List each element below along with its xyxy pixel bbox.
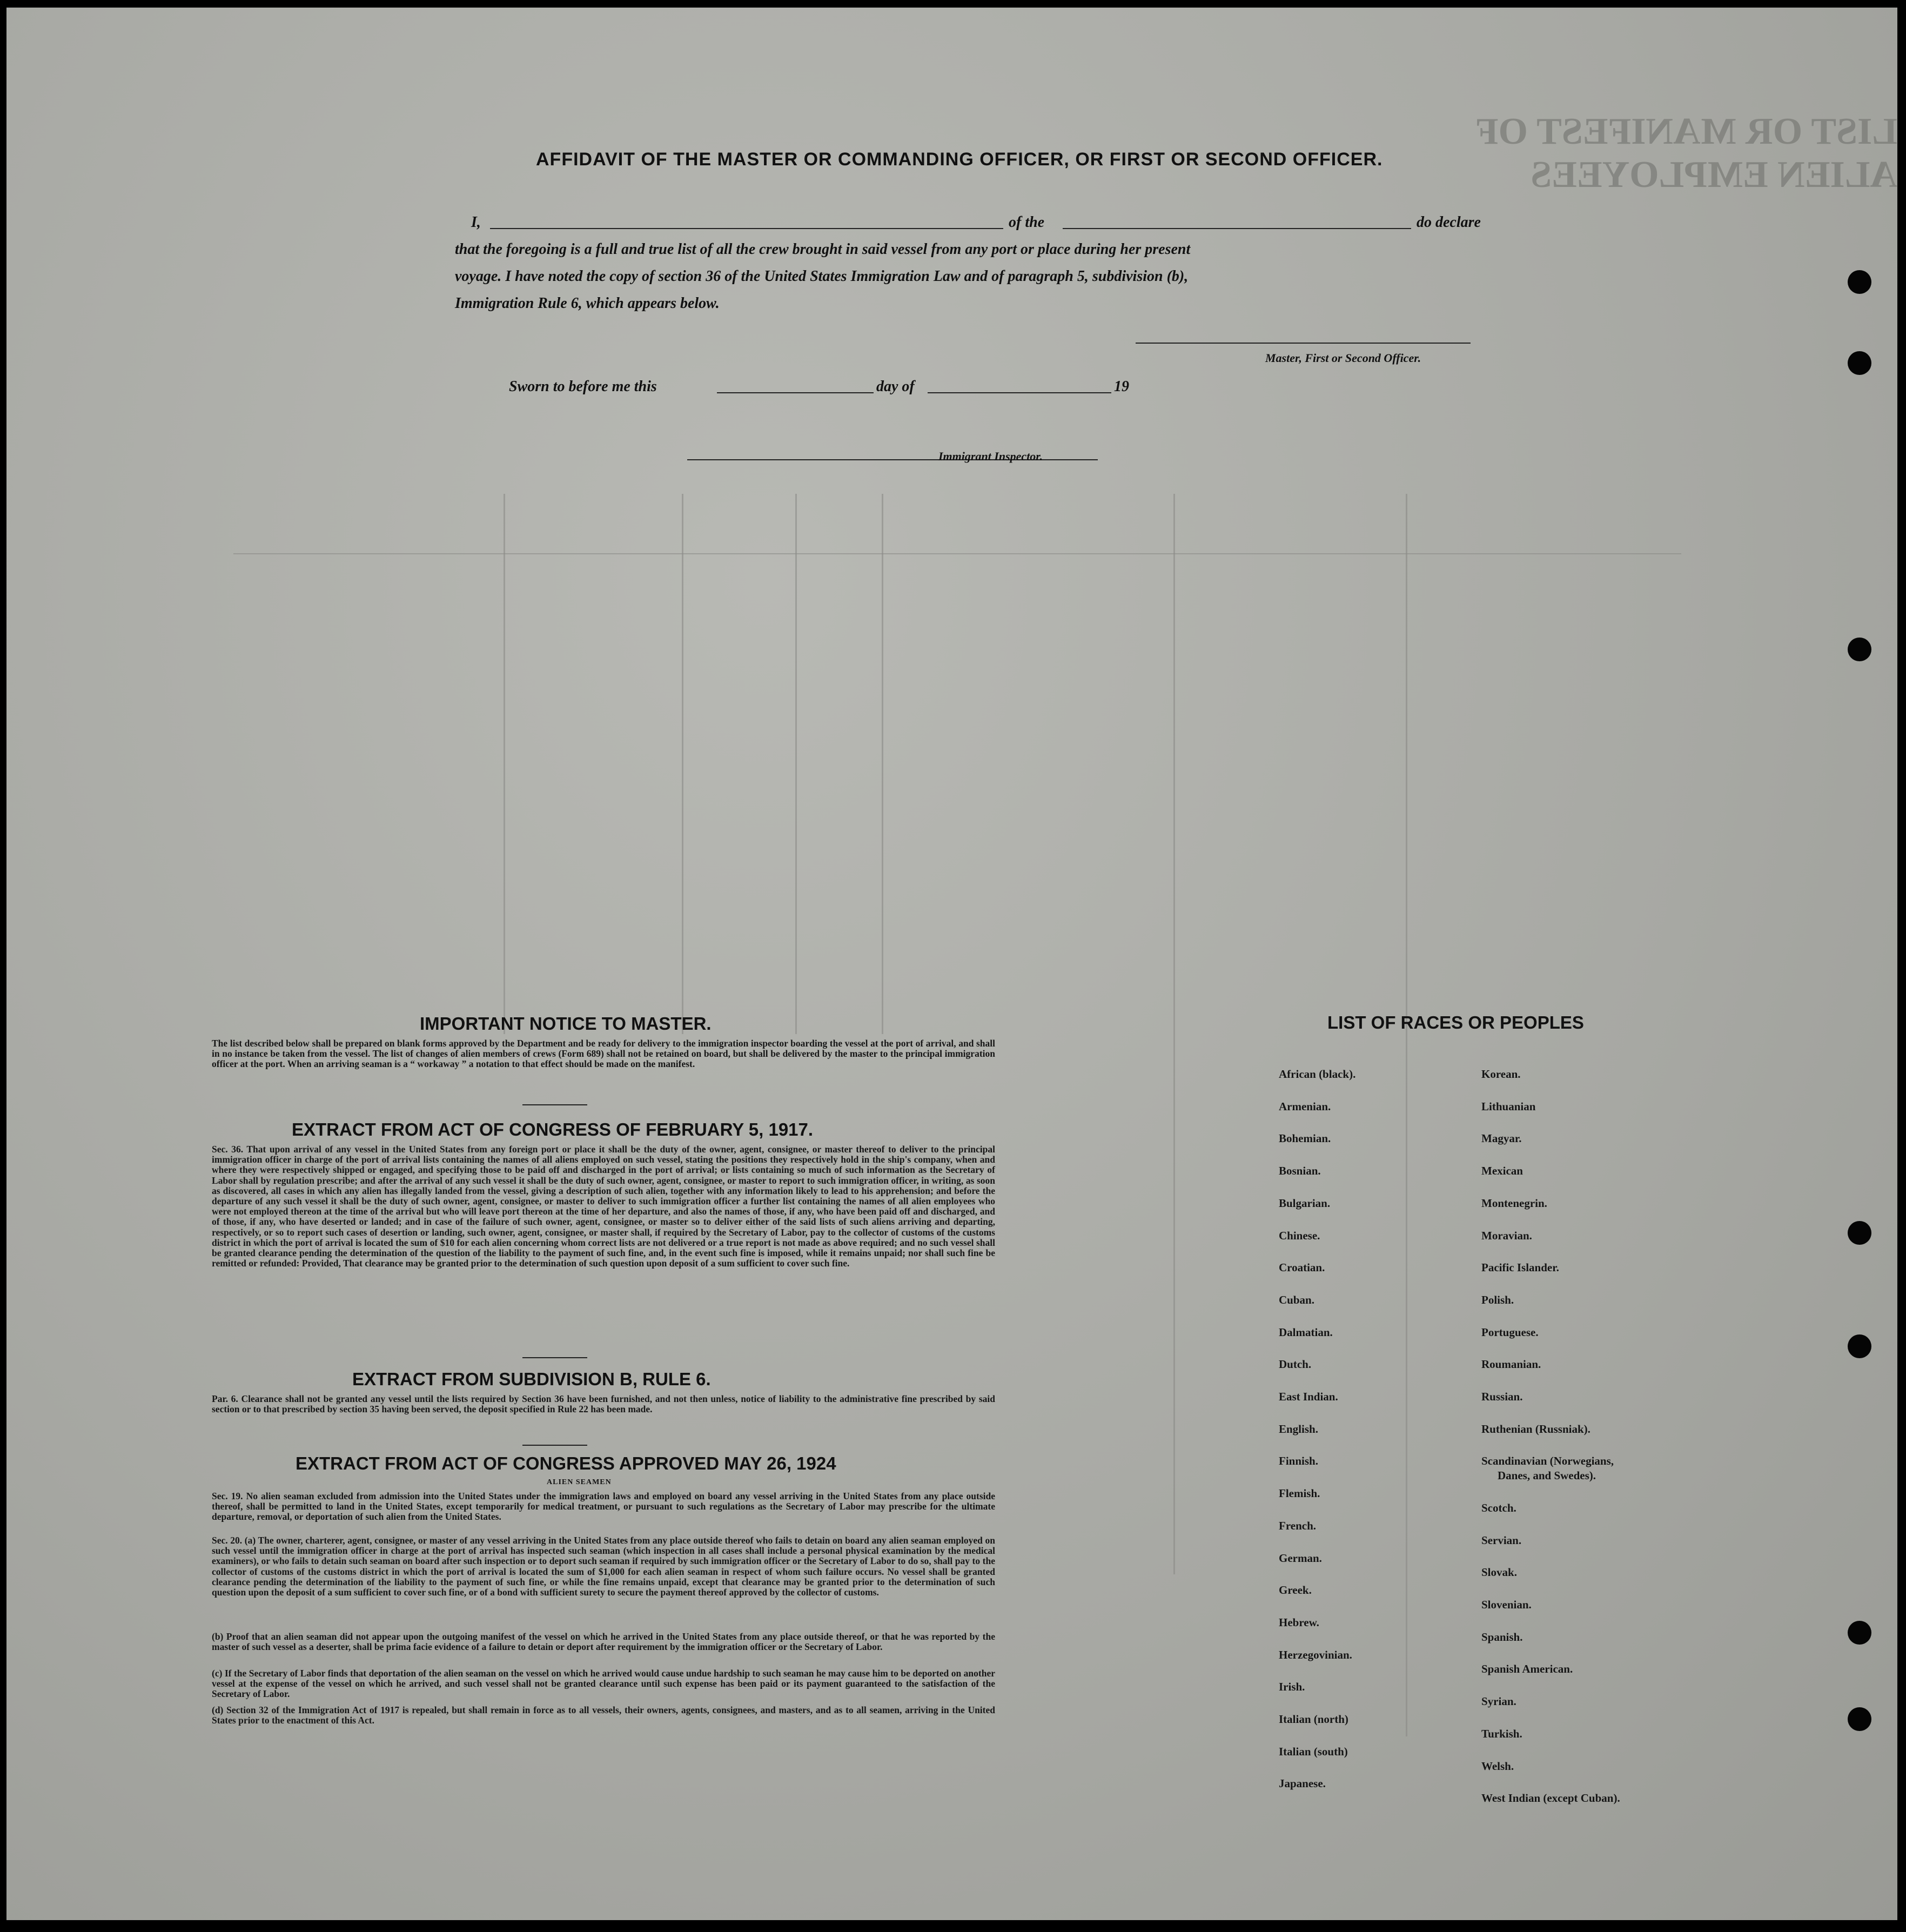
race-item: Bulgarian. [1279, 1196, 1331, 1210]
race-item: West Indian (except Cuban). [1481, 1792, 1620, 1805]
race-item: Spanish American. [1481, 1662, 1573, 1676]
affidavit-line3: voyage. I have noted the copy of section 36 of the United States Immigration Law and of paragraph 5, subdivision (b), [455, 268, 1189, 285]
race-item: East Indian. [1279, 1390, 1338, 1403]
affidavit-title: AFFIDAVIT OF THE MASTER OR COMMANDING OFFICER, OR FIRST OR SECOND OFFICER. [536, 149, 1383, 170]
binder-hole [1848, 1334, 1871, 1358]
race-item: Dutch. [1279, 1358, 1312, 1371]
bleed-through-column [1406, 494, 1407, 1736]
race-item: Pacific Islander. [1481, 1261, 1559, 1274]
extract-rule6-body: Par. 6. Clearance shall not be granted any vessel until the lists required by Section 36 have been furnished, and not then unless, notice of liability to the administrative fine prescribed by said section or to that prescribed by section 35 having been served, the deposit specified in Rule 22 has been made. [212, 1393, 995, 1415]
race-item: Greek. [1279, 1584, 1312, 1597]
race-item: Bohemian. [1279, 1132, 1331, 1145]
divider [522, 1445, 587, 1446]
race-item: Hebrew. [1279, 1615, 1319, 1629]
race-item: German. [1279, 1551, 1322, 1565]
race-item: Spanish. [1481, 1630, 1523, 1643]
race-item: Turkish. [1481, 1727, 1522, 1740]
affidavit-line1-end: do declare [1417, 214, 1481, 231]
race-item: Magyar. [1481, 1132, 1522, 1145]
affidavit-line1-start: I, [471, 214, 481, 231]
affidavit-name-blank [490, 228, 1003, 229]
binder-hole [1848, 270, 1871, 294]
race-item: African (black). [1279, 1068, 1356, 1081]
master-signature-line [1136, 343, 1471, 344]
binder-hole [1848, 351, 1871, 375]
race-item: Flemish. [1279, 1487, 1320, 1500]
race-item: Dalmatian. [1279, 1325, 1333, 1339]
race-item: Slovak. [1481, 1566, 1517, 1579]
extract-1924-sec20a: Sec. 20. (a) The owner, charterer, agent, consignee, or master of any vessel arriving in the United States from any place outside thereof who fails to detain on board any alien seaman employed on such vessel until the immigration officer in charge at the port of arrival has inspected such seaman (which inspection in all cases shall include a personal physical examination by the medical examiners), or who fails to detain such seaman on board after such inspection or to deport such seaman if required by such immigration officer or the Secretary of Labor to do so, shall pay to the collector of customs of the customs district in which the port of arrival is located the sum of $1,000 for each alien seaman in respect of whom such failure occurs. No vessel shall be granted clearance pending the determination of the liability to the payment of such fine, or while the fine remains unpaid, except that clearance may be granted prior to the determination of such question upon the deposit of a sum sufficient to cover such fine, or of a bond with sufficient surety to secure the payment thereof approved by the collector of customs. [212, 1535, 995, 1598]
race-item: Danes, and Swedes). [1498, 1469, 1596, 1482]
paper-sheet [6, 8, 1897, 1920]
race-item: Italian (south) [1279, 1745, 1348, 1758]
sworn-month-blank [928, 392, 1111, 393]
extract-1924-sec20c: (c) If the Secretary of Labor finds that deportation of the alien seaman on the vessel on which he arrived would cause undue hardship to such seaman he may cause him to be deported on another vessel at the expense of the vessel on which he arrived, and such vessel shall not be granted clearance until such expense has been paid or its payment guaranteed to the satisfaction of the Secretary of Labor. [212, 1668, 995, 1700]
race-item: Slovenian. [1481, 1598, 1532, 1612]
race-item: Italian (north) [1279, 1713, 1348, 1726]
bleed-through-heading: LIST OR MANIFEST OF ALIEN EMPLOYEES [1477, 111, 1897, 196]
race-item: English. [1279, 1422, 1318, 1435]
sworn-year: 19 [1114, 378, 1129, 395]
inspector-caption: Immigrant Inspector. [938, 450, 1043, 463]
race-item: Servian. [1481, 1533, 1522, 1547]
bleed-through-column [504, 494, 505, 1034]
race-item: Korean. [1481, 1068, 1521, 1081]
races-title: LIST OF RACES OR PEOPLES [1327, 1012, 1584, 1032]
binder-hole [1848, 1707, 1871, 1731]
race-item: Chinese. [1279, 1229, 1320, 1242]
divider [522, 1104, 587, 1105]
affidavit-line2: that the foregoing is a full and true list of all the crew brought in said vessel from any port or place during her present [455, 241, 1191, 258]
race-item: Welsh. [1481, 1759, 1514, 1773]
extract-1917-body: Sec. 36. That upon arrival of any vessel in the United States from any foreign port or place it shall be the duty of the owner, agent, consignee, or master thereof to deliver to the principal immigration officer in charge of the port of arrival lists containing the names of all aliens employed on such vessel, stating the positions they respectively hold in the ship's company, when and where they were respectively shipped or engaged, and specifying those to be paid off and discharged in the port of arrival; or lists containing so much of such information as the Secretary of Labor shall by regulation prescribe; and after the arrival of any such vessel it shall be the duty of such owner, agent, consignee, or master to report to such immigration officer, in writing, as soon as discovered, all cases in which any alien has illegally landed from the vessel, giving a description of such alien, together with any information likely to lead to his apprehension; and before the departure of any such vessel it shall be the duty of such owner, agent, consignee, or master to deliver to such immigration officer a further list containing the names of all alien employees who were not employed thereon at the time of the arrival but who will leave port thereon at the time of her departure, and also the names of those, if any, who have been paid off and discharged, and of those, if any, who have deserted or landed; and in case of the failure of such owner, agent, consignee, or master so to deliver either of the said lists of such aliens arriving and departing, respectively, or so to report such cases of desertion or landing, such owner, agent, consignee, or master shall, if required by the Secretary of Labor, pay to the collector of customs of the customs district in which the port of arrival is located the sum of $10 for each alien concerning whom correct lists are not delivered or a true report is not made as above required; and no such vessel shall be granted clearance pending the determination of the question of the liability to the payment of such fine, and, in the event such fine is imposed, while it remains unpaid; nor shall such fine be remitted or refunded: Provided, That clearance may be granted prior to the determination of such question upon deposit of a sum sufficient to cover such fine. [212, 1144, 995, 1269]
extract-rule6-title: EXTRACT FROM SUBDIVISION B, RULE 6. [352, 1369, 711, 1389]
sworn-day-blank [717, 392, 874, 393]
affidavit-line1-of: of the [1009, 214, 1045, 231]
race-item: Bosnian. [1279, 1164, 1321, 1178]
race-item: French. [1279, 1519, 1317, 1532]
affidavit-line4: Immigration Rule 6, which appears below. [455, 295, 720, 312]
race-item: Herzegovinian. [1279, 1648, 1352, 1661]
race-item: Finnish. [1279, 1454, 1318, 1468]
race-item: Japanese. [1279, 1777, 1326, 1790]
race-item: Polish. [1481, 1293, 1514, 1306]
race-item: Scotch. [1481, 1501, 1516, 1514]
extract-1917-title: EXTRACT FROM ACT OF CONGRESS OF FEBRUARY 5, 1917. [292, 1119, 814, 1139]
race-item: Lithuanian [1481, 1099, 1536, 1113]
binder-hole [1848, 1221, 1871, 1245]
race-item: Moravian. [1481, 1229, 1532, 1242]
sworn-day-label: day of [876, 378, 915, 395]
race-item: Russian. [1481, 1390, 1523, 1403]
race-item: Syrian. [1481, 1695, 1516, 1708]
race-item: Roumanian. [1481, 1358, 1541, 1371]
race-item: Scandinavian (Norwegians, [1481, 1454, 1614, 1468]
race-item: Mexican [1481, 1164, 1523, 1178]
binder-hole [1848, 638, 1871, 661]
extract-1924-subtitle: ALIEN SEAMEN [547, 1478, 612, 1486]
extract-1924-title: EXTRACT FROM ACT OF CONGRESS APPROVED MAY 26, 1924 [296, 1453, 836, 1473]
extract-1924-sec20b: (b) Proof that an alien seaman did not appear upon the outgoing manifest of the vessel on which he arrived in the United States from any place outside thereof, or that he was reported by the master of such vessel as a deserter, shall be prima facie evidence of a failure to detain or deport after requirement by the immigration officer or the Secretary of Labor. [212, 1631, 995, 1653]
notice-title: IMPORTANT NOTICE TO MASTER. [420, 1014, 712, 1034]
bleed-through-column [882, 494, 883, 1034]
bleed-through-column [682, 494, 683, 1034]
extract-1924-sec20d: (d) Section 32 of the Immigration Act of 1917 is repealed, but shall remain in force as to all vessels, their owners, agents, consignees, and masters, and as to all seamen, arriving in the United States prior to the enactment of this Act. [212, 1705, 995, 1726]
race-item: Armenian. [1279, 1099, 1331, 1113]
master-signature-caption: Master, First or Second Officer. [1265, 351, 1421, 365]
race-item: Cuban. [1279, 1293, 1314, 1306]
race-item: Portuguese. [1481, 1325, 1539, 1339]
bleed-through-column [795, 494, 797, 1034]
affidavit-vessel-blank [1063, 228, 1411, 229]
binder-hole [1848, 1621, 1871, 1645]
notice-body: The list described below shall be prepared on blank forms approved by the Department and be ready for delivery to the immigration inspector boarding the vessel at the port of arrival, and shall in no instance be taken from the vessel. The list of changes of alien members of crews (Form 689) shall not be retained on board, but shall be delivered by the master to the principal immigration officer at the port. When an arriving seaman is a “ workaway ” a notation to that effect should be made on the manifest. [212, 1038, 995, 1070]
race-item: Montenegrin. [1481, 1196, 1547, 1210]
bleed-through-column [1173, 494, 1175, 1574]
race-item: Ruthenian (Russniak). [1481, 1422, 1590, 1435]
bleed-through-rule [233, 553, 1681, 554]
divider [522, 1357, 587, 1358]
race-item: Irish. [1279, 1680, 1305, 1694]
sworn-start: Sworn to before me this [509, 378, 657, 395]
race-item: Croatian. [1279, 1261, 1325, 1274]
extract-1924-sec19: Sec. 19. No alien seaman excluded from admission into the United States under the immigration laws and employed on board any vessel arriving in the United States from any place outside thereof, shall be permitted to land in the United States, except temporarily for medical treatment, or pursuant to such regulations as the Secretary of Labor may prescribe for the ultimate departure, removal, or deportation of such alien from the United States. [212, 1491, 995, 1522]
